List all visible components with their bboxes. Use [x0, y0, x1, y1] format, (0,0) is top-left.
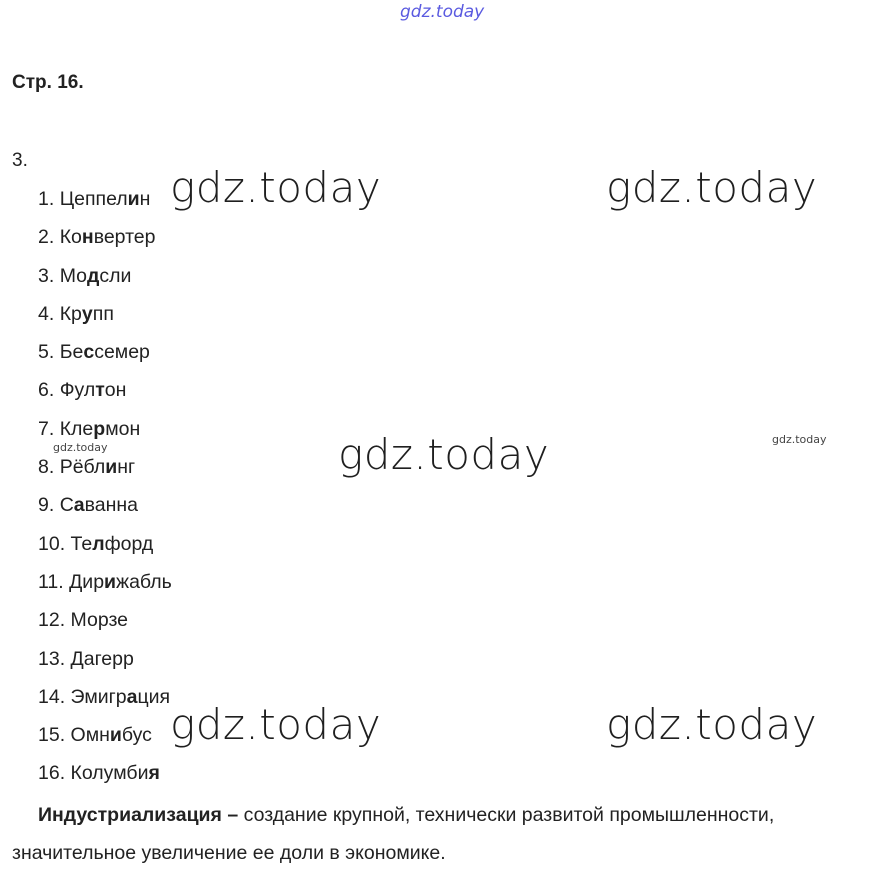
- list-item: 8. Рёблинг: [38, 456, 136, 479]
- watermark: gdz.today: [338, 430, 550, 479]
- definition-text-continued: значительное увеличение ее доли в экономике.: [12, 842, 446, 864]
- list-item: 4. Крупп: [38, 302, 114, 325]
- list-item: 9. Саванна: [38, 494, 139, 517]
- definition-term: Индустриализация –: [38, 804, 239, 826]
- watermark: gdz.today: [606, 163, 818, 212]
- list-item: 11. Дирижабль: [38, 570, 172, 593]
- definition-text: создание крупной, технически развитой промышленности,: [238, 804, 775, 826]
- list-item: 13. Дагерр: [38, 647, 134, 670]
- list-item: 5. Бессемер: [38, 341, 150, 364]
- page-title: Стр. 16.: [12, 72, 84, 93]
- list-item: 2. Конвертер: [38, 226, 156, 249]
- list-item: 12. Морзе: [38, 609, 129, 632]
- list-item: 14. Эмиграция: [38, 685, 171, 708]
- watermark-top: gdz.today: [400, 2, 485, 22]
- watermark: gdz.today: [170, 700, 382, 749]
- list-item: 6. Фултон: [38, 379, 127, 402]
- list-item: 1. Цеппелин: [38, 188, 151, 210]
- watermark: gdz.today: [53, 441, 108, 454]
- answer-list: [38, 186, 172, 799]
- list-item: 15. Омнибус: [38, 724, 152, 747]
- task-number: 3.: [12, 150, 28, 171]
- list-item: 10. Телфорд: [38, 532, 154, 555]
- watermark: gdz.today: [772, 433, 827, 446]
- list-item: 16. Колумбия: [38, 762, 160, 785]
- watermark: gdz.today: [170, 163, 382, 212]
- list-item: 3. Модсли: [38, 264, 132, 287]
- list-item: 7. Клермон: [38, 417, 141, 440]
- definition-paragraph: [12, 796, 878, 872]
- watermark: gdz.today: [606, 700, 818, 749]
